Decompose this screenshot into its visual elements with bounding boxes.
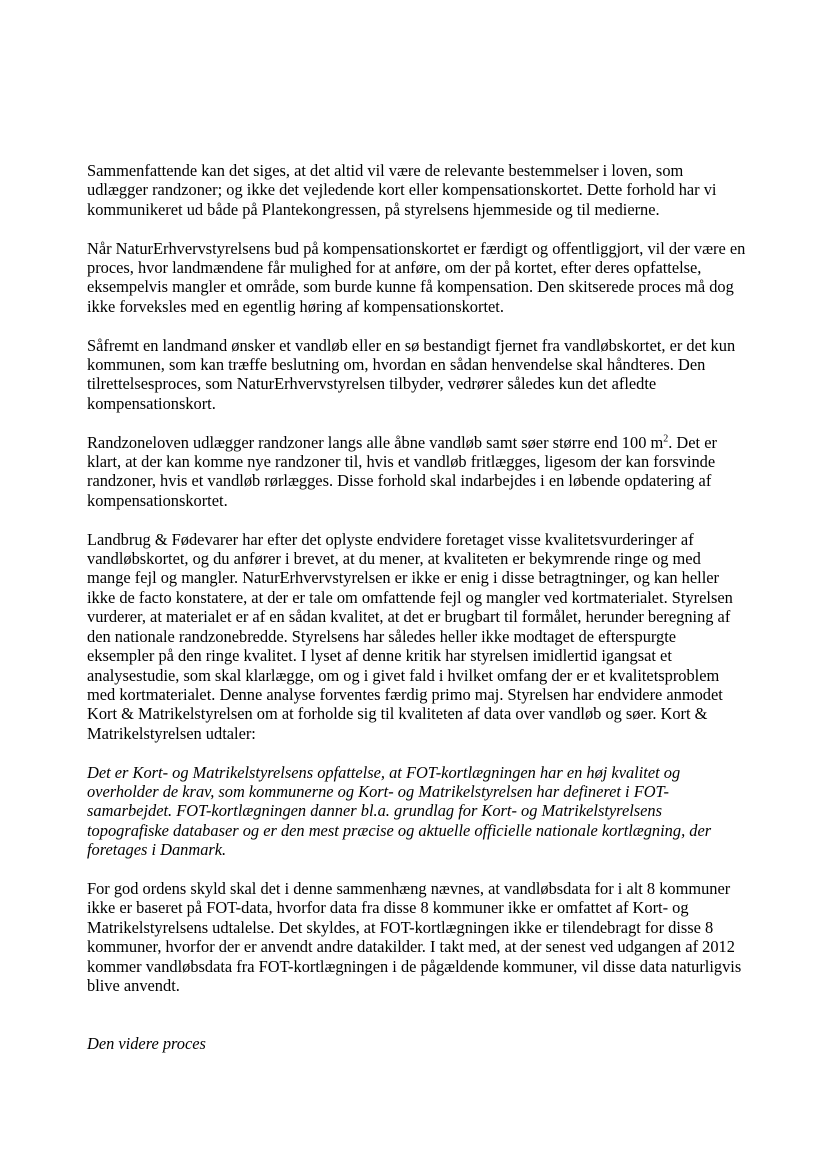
text-line: kommunikeret ud både på Plantekongressen, på styrelsens hjemmeside og til medierne. bbox=[87, 199, 660, 219]
text-line: den nationale randzonebredde. Styrelsens har således heller ikke modtaget de efterspurgte bbox=[87, 626, 677, 646]
text-line: ikke forveksles med en egentlig høring af kompensationskortet. bbox=[87, 296, 504, 316]
text-line: Når NaturErhvervstyrelsens bud på kompensationskortet er færdigt og offentliggjort, vil der være en bbox=[87, 238, 746, 258]
text-line: proces, hvor landmændene får mulighed for at anføre, om der på kortet, efter deres opfattelse, bbox=[87, 258, 702, 278]
text-line: For god ordens skyld skal det i denne sammenhæng nævnes, at vandløbsdata for i alt 8 kommuner bbox=[87, 878, 731, 898]
text-line: vandløbskortet, og du anfører i brevet, at du mener, at kvaliteten er bekymrende ringe og med bbox=[87, 549, 701, 569]
text-line: kommunen, som kan træffe beslutning om, hvordan en sådan henvendelse skal håndteres. Den bbox=[87, 355, 706, 375]
document-body bbox=[87, 161, 747, 1073]
paragraph-fot-data-note bbox=[87, 879, 747, 995]
text-fragment: Randzoneloven udlægger randzoner langs alle åbne vandløb samt søer større end 100 m bbox=[87, 432, 664, 452]
text-line: Matrikelstyrelsen udtaler: bbox=[87, 723, 256, 743]
text-fragment: . Det er bbox=[668, 432, 717, 452]
paragraph-compensation-map-process bbox=[87, 239, 747, 317]
text-line: Landbrug & Fødevarer har efter det oplyste endvidere foretaget visse kvalitetsvurderinger af bbox=[87, 529, 694, 549]
text-line: Sammenfattende kan det siges, at det altid vil være de relevante bestemmelser i loven, som bbox=[87, 161, 684, 180]
text-line: klart, at der kan komme nye randzoner til, hvis et vandløb fritlægges, ligesom der kan forsvinde bbox=[87, 452, 716, 472]
text-line: kompensationskortet. bbox=[87, 490, 228, 510]
text-line: ikke er baseret på FOT-data, hvorfor data fra disse 8 kommuner ikke er omfattet af Kort- og bbox=[87, 898, 689, 918]
text-line: blive anvendt. bbox=[87, 975, 180, 995]
text-line: Det er Kort- og Matrikelstyrelsens opfattelse, at FOT-kortlægningen har en høj kvalitet og bbox=[87, 762, 681, 782]
text-line: Kort & Matrikelstyrelsen om at forholde sig til kvaliteten af data over vandløb og søer. Kort & bbox=[87, 704, 708, 724]
text-line: Såfremt en landmand ønsker et vandløb eller en sø bestandigt fjernet fra vandløbskortet, er det kun bbox=[87, 335, 736, 355]
section-heading: Den videre proces bbox=[87, 1034, 206, 1054]
text-line: mange fejl og mangler. NaturErhvervstyrelsen er ikke er enig i disse betragtninger, og kan heller bbox=[87, 568, 719, 588]
text-line: kommer vandløbsdata fra FOT-kortlægningen i de pågældende kommuner, vil disse data naturligvis bbox=[87, 956, 742, 976]
text-line: eksempelvis mangler et område, som burde kunne få kompensation. Den skitserede proces må dog bbox=[87, 277, 734, 297]
text-line: vurderer, at materialet er af en sådan kvalitet, at det er brugbart til formålet, herunder beregning af bbox=[87, 607, 731, 627]
paragraph-quality-assessment bbox=[87, 530, 747, 743]
text-line: tilrettelsesproces, som NaturErhvervstyrelsen tilbyder, vedrører således kun det afledte bbox=[87, 374, 657, 394]
paragraph-randzone-law bbox=[87, 433, 747, 511]
text-line: kompensationskort. bbox=[87, 393, 216, 413]
text-line: samarbejdet. FOT-kortlægningen danner bl.a. grundlag for Kort- og Matrikelstyrelsens bbox=[87, 801, 662, 821]
text-line: analysestudie, som skal klarlægge, om og i givet fald i hvilket omfang der er et kvalitetsproblem bbox=[87, 665, 720, 685]
text-line: foretages i Danmark. bbox=[87, 840, 227, 860]
quote-kms-statement bbox=[87, 763, 747, 860]
text-line: kommuner, hvorfor der er anvendt andre datakilder. I takt med, at der senest ved udgangen af 2012 bbox=[87, 937, 735, 957]
superscript: 2 bbox=[663, 433, 669, 445]
text-line bbox=[87, 433, 747, 452]
text-line: eksempler på den ringe kvalitet. I lyset af denne kritik har styrelsen imidlertid igangsat et bbox=[87, 646, 672, 666]
text-line: med kortmaterialet. Denne analyse forventes færdig primo maj. Styrelsen har endvidere anmodet bbox=[87, 684, 723, 704]
paragraph-summary bbox=[87, 161, 747, 219]
text-line: ikke de facto konstatere, at der er tale om omfattende fejl og mangler ved kortmaterialet. Styrelsen bbox=[87, 587, 733, 607]
text-line: randzoner, hvis et vandløb rørlægges. Disse forhold skal indarbejdes i en løbende opdatering af bbox=[87, 471, 712, 491]
text-line: Matrikelstyrelsens udtalelse. Det skyldes, at FOT-kortlægningen ikke er tilendebragt for disse 8 bbox=[87, 917, 714, 937]
text-line: overholder de krav, som kommunerne og Kort- og Matrikelstyrelsen har defineret i FOT- bbox=[87, 781, 669, 801]
paragraph-municipality-decision bbox=[87, 336, 747, 414]
text-line: topografiske databaser og er den mest præcise og aktuelle officielle nationale kortlægning, der bbox=[87, 820, 712, 840]
text-line: udlægger randzoner; og ikke det vejledende kort eller kompensationskortet. Dette forhold har vi bbox=[87, 180, 717, 200]
